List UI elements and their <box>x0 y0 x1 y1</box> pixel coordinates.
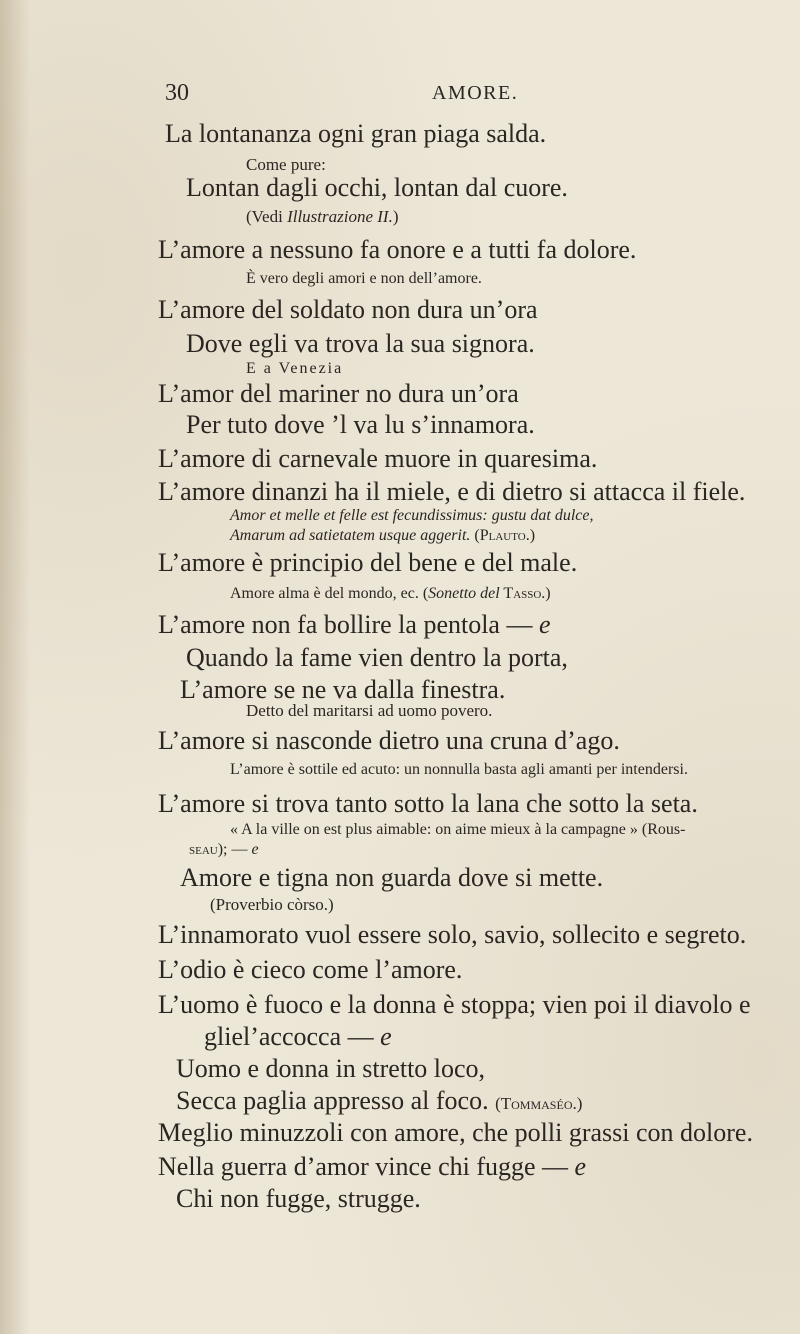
conjunction-italic: e <box>380 1022 392 1051</box>
conjunction-italic: e <box>538 610 551 639</box>
conjunction-italic: e <box>574 1152 587 1181</box>
proverb-line: L’amore di carnevale muore in quaresima. <box>158 444 598 473</box>
author-citation: seau); — <box>189 841 252 858</box>
author-citation: (Tommaséo.) <box>495 1094 583 1113</box>
proverb-line <box>158 612 551 638</box>
proverb-line: Per tuto dove ’l va lu s’innamora. <box>186 410 535 439</box>
proverb-line: L’amore se ne va dalla finestra. <box>180 675 506 704</box>
note-line: Come pure: <box>246 155 326 174</box>
reference-line: (Proverbio còrso.) <box>210 895 334 914</box>
reference-text: ) <box>392 207 399 226</box>
proverb-line: Amore e tigna non guarda dove si mette. <box>180 863 604 892</box>
proverb-text: gliel’accocca — <box>204 1022 381 1051</box>
proverb-line: Lontan dagli occhi, lontan dal cuore. <box>186 173 568 202</box>
proverb-line: L’amore del soldato non dura un’ora <box>158 295 538 324</box>
proverb-line: Meglio minuzzoli con amore, che polli grassi con dolore. <box>158 1118 753 1147</box>
proverb-line: L’odio è cieco come l’amore. <box>158 955 463 984</box>
reference-text: (Vedi <box>246 207 288 226</box>
proverb-line: L’amore dinanzi ha il miele, e di dietro si attacca il fiele. <box>158 477 746 506</box>
french-quote-line <box>189 842 259 858</box>
latin-quote-line: Amor et melle et felle est fecundissimus: gustu dat dulce, <box>230 507 594 524</box>
french-quote-line: « A la ville on est plus aimable: on aime mieux à la campagne » (Rous- <box>230 821 686 838</box>
proverb-line: L’amore è principio del bene e del male. <box>158 548 578 577</box>
note-line: Detto del maritarsi ad uomo povero. <box>246 701 493 720</box>
proverb-text: Secca paglia appresso al foco. <box>176 1086 496 1115</box>
reference-italic: Sonetto del <box>428 585 500 602</box>
proverb-line: L’innamorato vuol essere solo, savio, sollecito e segreto. <box>158 920 747 949</box>
proverb-line: L’amore si nasconde dietro una cruna d’ago. <box>158 726 620 755</box>
author-citation: Tasso.) <box>499 585 551 602</box>
author-citation: (Plauto.) <box>470 527 536 544</box>
note-line: L’amore è sottile ed acuto: un nonnulla basta agli amanti per intendersi. <box>230 761 688 778</box>
proverb-line: L’amor del mariner no dura un’ora <box>158 379 519 408</box>
proverb-line: Uomo e donna in stretto loco, <box>176 1054 486 1083</box>
proverb-line: L’uomo è fuoco e la donna è stoppa; vien poi il diavolo e <box>158 990 751 1019</box>
latin-quote-text: Amarum ad satietatem usque aggerit. <box>230 527 471 544</box>
reference-text: Amore alma è del mondo, ec. ( <box>230 585 429 602</box>
page-edge-shadow <box>0 0 30 1334</box>
proverb-line: Quando la fame vien dentro la porta, <box>186 643 568 672</box>
proverb-text: L’amore non fa bollire la pentola — <box>158 610 539 639</box>
reference-italic: Illustrazione II. <box>287 207 393 226</box>
page-header <box>0 80 800 114</box>
conjunction-italic: e <box>251 841 259 858</box>
proverb-line <box>158 1154 586 1180</box>
proverb-line: L’amore a nessuno fa onore e a tutti fa dolore. <box>158 235 637 264</box>
page-number: 30 <box>165 80 189 106</box>
proverb-line <box>204 1024 392 1050</box>
running-head: AMORE. <box>432 82 519 104</box>
proverb-line: La lontananza ogni gran piaga salda. <box>165 119 547 148</box>
proverb-line: Dove egli va trova la sua signora. <box>186 329 535 358</box>
reference-line <box>246 208 399 225</box>
proverb-line: Chi non fugge, strugge. <box>176 1184 421 1213</box>
latin-quote-line <box>230 528 535 544</box>
note-line: E a Venezia <box>246 360 344 377</box>
note-line: È vero degli amori e non dell’amore. <box>246 270 482 287</box>
reference-line <box>230 586 551 602</box>
proverb-line <box>176 1088 582 1114</box>
proverb-text: Nella guerra d’amor vince chi fugge — <box>158 1152 575 1181</box>
proverb-line: L’amore si trova tanto sotto la lana che sotto la seta. <box>158 789 698 818</box>
